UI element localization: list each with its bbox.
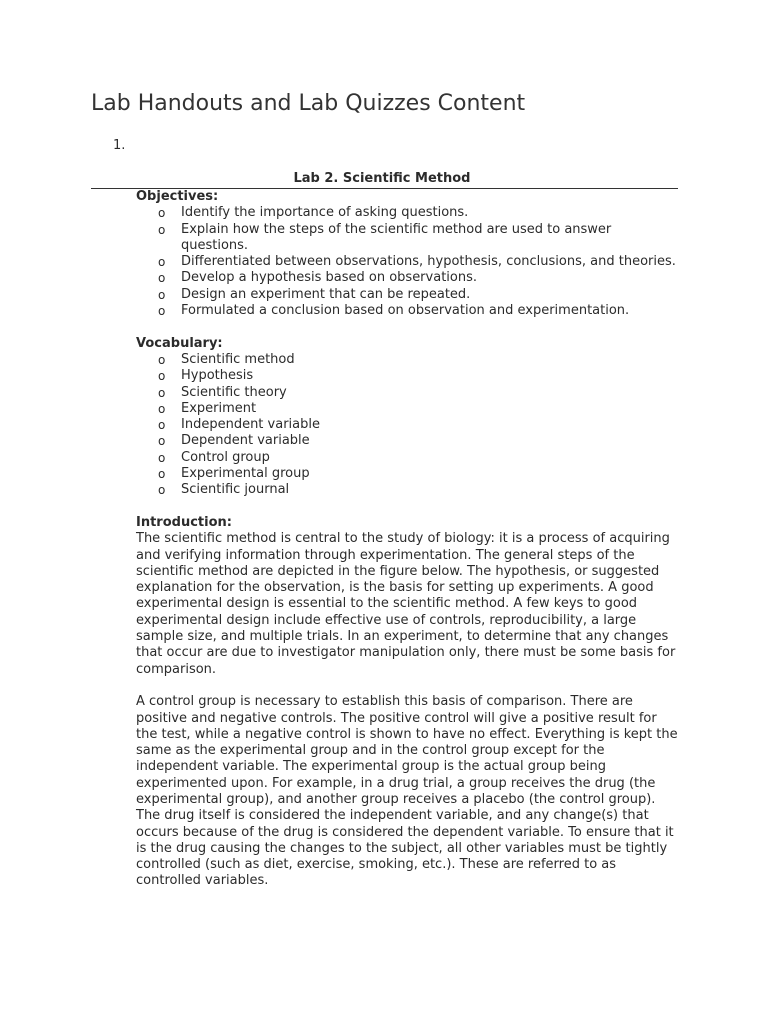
list-item: o Dependent variable	[158, 433, 310, 449]
bullet-icon: o	[158, 401, 166, 416]
bullet-icon: o	[158, 450, 166, 465]
vocabulary-list	[136, 352, 681, 499]
bullet-icon: o	[158, 483, 166, 498]
bullet-icon: o	[158, 385, 166, 400]
list-number: 1.	[113, 138, 126, 153]
list-item: o Design an experiment that can be repeated.	[158, 286, 471, 302]
bullet-icon: o	[158, 255, 166, 270]
list-item: o Scientific journal	[158, 482, 290, 498]
bullet-icon: o	[158, 369, 166, 384]
bullet-icon: o	[158, 467, 166, 482]
list-item: o Differentiated between observations, hypothesis, conclusions, and theories.	[158, 254, 676, 270]
list-item: o Experimental group	[158, 466, 310, 482]
vocabulary-heading: Vocabulary:	[136, 335, 223, 351]
introduction-paragraph-2: A control group is necessary to establish this basis of comparison. There are positive and negative controls. The positive control will give a positive result for the test, while a negative control is shown to have no effect. Everything is kept the same as the experimental group and in the control group except for the independent variable. The experimental group is the actual group being experimented upon. For example, in a drug trial, a group receives the drug (the experimental group), and another group receives a placebo (the control group). The drug itself is considered the independent variable, and any change(s) that occurs because of the drug is considered the dependent variable. To ensure that it is the drug causing the changes to the subject, all other variables must be tightly controlled (such as diet, exercise, smoking, etc.). These are referred to as controlled variables.	[136, 694, 678, 889]
list-item: o Experiment	[158, 400, 257, 416]
bullet-icon: o	[158, 271, 166, 286]
document-body	[136, 189, 681, 890]
list-item: o Identify the importance of asking questions.	[158, 205, 469, 221]
list-item: o Scientific theory	[158, 384, 287, 400]
lab-title: Lab 2. Scientific Method	[293, 171, 471, 186]
bullet-icon: o	[158, 222, 166, 237]
bullet-icon: o	[158, 304, 166, 319]
list-item: o Control group	[158, 449, 270, 465]
list-item: o Hypothesis	[158, 368, 254, 384]
bullet-icon: o	[158, 418, 166, 433]
introduction-paragraph-1: The scientific method is central to the study of biology: it is a process of acquiring and verifying information through experimentation. The general steps of the scientific method are depicted in the figure below. The hypothesis, or suggested explanation for the observation, is the basis for setting up experiments. A good experimental design is essential to the scientific method. A few keys to good experimental design include effective use of controls, reproducibility, a large sample size, and multiple trials. In an experiment, to determine that any changes that occur are due to investigator manipulation only, there must be some basis for comparison.	[136, 531, 676, 677]
bullet-icon: o	[158, 206, 166, 221]
page-title: Lab Handouts and Lab Quizzes Content	[91, 91, 526, 116]
objectives-heading: Objectives:	[136, 189, 219, 204]
list-item: o Scientific method	[158, 351, 295, 367]
list-item: o Develop a hypothesis based on observations.	[158, 270, 477, 286]
introduction-heading: Introduction:	[136, 514, 232, 530]
bullet-icon: o	[158, 352, 166, 367]
objectives-list	[136, 205, 681, 319]
bullet-icon: o	[158, 434, 166, 449]
bullet-icon: o	[158, 287, 166, 302]
list-item: o Formulated a conclusion based on observation and experimentation.	[158, 303, 630, 319]
list-item: o Independent variable	[158, 417, 320, 433]
list-item: o Explain how the steps of the scientific method are used to answer questions.	[158, 221, 612, 253]
